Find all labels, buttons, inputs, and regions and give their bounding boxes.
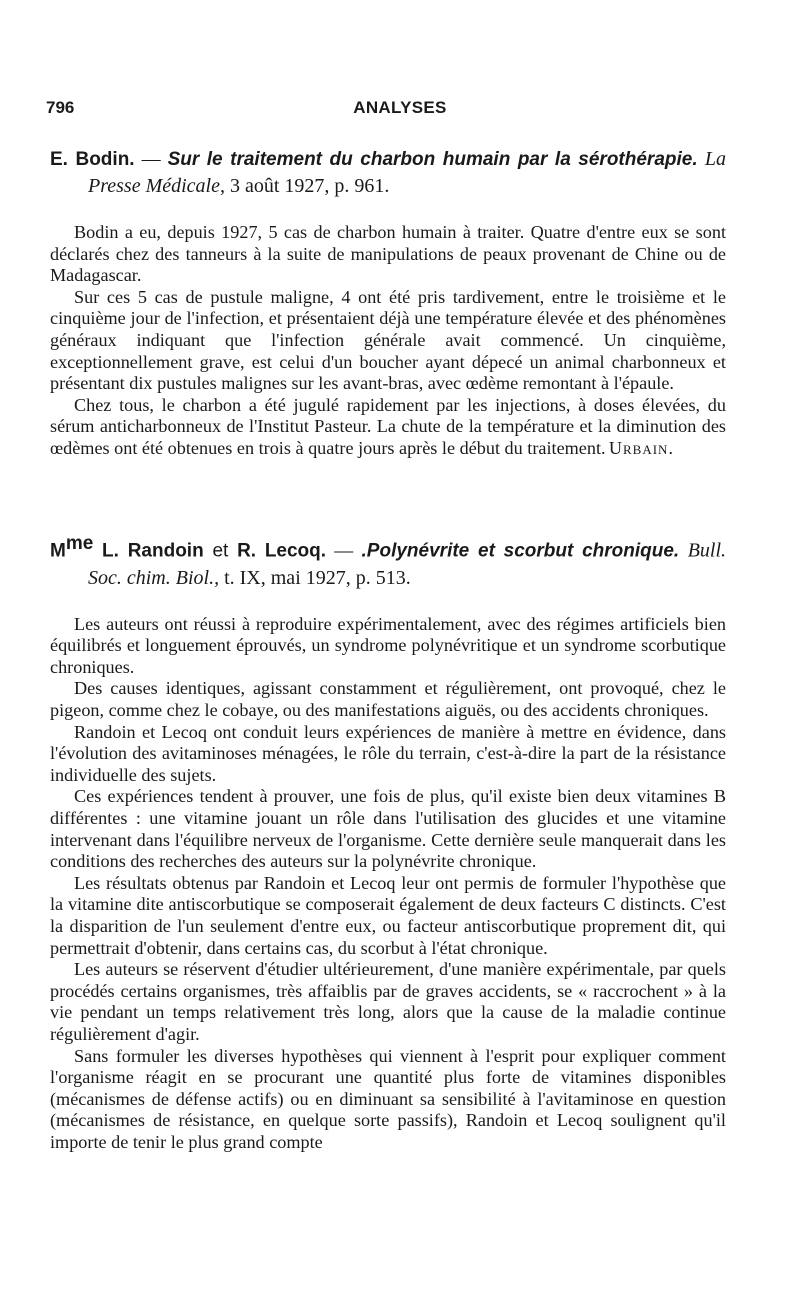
reviewer-signature: Urbain. xyxy=(608,437,674,458)
paragraph: Les auteurs ont réussi à reproduire expérimentalement, avec des régimes artificiels bien équilibrés et longuement éprouvés, un syndrome polynévritique et un syndrome scorbutique chroniques. xyxy=(50,613,726,677)
article-author: E. Bodin. xyxy=(50,149,135,170)
article-title: Sur le traitement du charbon humain par la sérothérapie. xyxy=(167,149,698,170)
article-heading xyxy=(50,146,726,200)
article-randoin-lecoq xyxy=(50,530,726,1154)
author-conjunction: et xyxy=(203,540,238,562)
paragraph: Bodin a eu, depuis 1927, 5 cas de charbon humain à traiter. Quatre d'entre eux se sont déclarés chez des tanneurs à la suite de manipulations de peaux provenant de Chine ou de Madagascar. xyxy=(50,222,726,286)
paragraph-text: Chez tous, le charbon a été jugulé rapidement par les injections, à doses élevées, du sérum anticharbonneux de l'Institut Pasteur. La chute de la température et la diminution des œdèmes ont été obtenues en trois à quatre jours après le début du traitement. xyxy=(50,394,726,458)
article-author-1: L. Randoin xyxy=(93,540,204,562)
paragraph: Les résultats obtenus par Randoin et Lecoq leur ont permis de formuler l'hypothèse que la vitamine dite antiscorbutique se composerait également de deux facteurs C distincts. C'est la disparition de l'un seulement d'entre eux, ou facteur antiscorbutique proprement dit, qui permettrait d'obtenir, dans certains cas, du scorbut à l'état chronique. xyxy=(50,872,726,958)
article-source: La Presse Médicale, xyxy=(88,148,726,197)
heading-dash: — xyxy=(326,540,362,562)
article-author-2: R. Lecoq. xyxy=(237,540,327,562)
paragraph: Sans formuler les diverses hypothèses qui viennent à l'esprit pour expliquer comment l'organisme réagit en se procurant une quantité plus forte de vitamines disponibles (mécanismes de défense actifs) ou en diminuant sa sensibilité à l'avitaminose en question (mécanismes de résistance, en quelque sorte passifs), Randoin et Lecoq soulignent qu'il importe de tenir le plus grand compte xyxy=(50,1045,726,1152)
running-title: ANALYSES xyxy=(353,98,447,117)
article-source: Bull. Soc. chim. Biol., xyxy=(88,539,727,589)
paragraph: Randoin et Lecoq ont conduit leurs expériences de manière à mettre en évidence, dans l'évolution des avitaminoses ménagées, le rôle du terrain, c'est-à-dire la part de la résistance individuelle des sujets. xyxy=(50,721,726,785)
paragraph: Ces expériences tendent à prouver, une fois de plus, qu'il existe bien deux vitamines B différentes : une vitamine jouant un rôle dans l'utilisation des glucides et une vitamine intervenant dans l'équilibre nerveux de l'organisme. Cette dernière seule manquerait dans les conditions des recherches des auteurs sur la polynévrite chronique. xyxy=(50,786,726,872)
article-author-title-sup: me xyxy=(65,533,94,554)
article-reference: t. IX, mai 1927, p. 513. xyxy=(219,566,411,589)
paragraph xyxy=(50,395,726,460)
article-author-prefix: M xyxy=(50,540,66,562)
paragraph: Des causes identiques, agissant constamment et régulièrement, ont provoqué, chez le pigeon, comme chez le cobaye, ou des manifestations aiguës, ou des accidents chroniques. xyxy=(50,678,726,721)
heading-dash: — xyxy=(134,149,168,170)
article-title: .Polynévrite et scorbut chronique. xyxy=(361,540,680,562)
article-bodin xyxy=(50,146,726,460)
paragraph: Les auteurs se réservent d'étudier ultérieurement, d'une manière expérimentale, par quels procédés certains organismes, très affaiblis par de graves accidents, se « raccrochent » à la vie pendant un temps relativement très long, alors que la cause de la maladie continue régulièrement d'agir. xyxy=(50,959,726,1044)
running-head xyxy=(46,98,754,128)
paragraph: Sur ces 5 cas de pustule maligne, 4 ont été pris tardivement, entre le troisième et le cinquième jour de l'infection, et présentaient déjà une température élevée et des phénomènes généraux indiquant que l'infection générale avait commencé. Un cinquième, exceptionnellement grave, est celui d'un boucher ayant dépecé un animal charbonneux et présentant dix pustules malignes sur les avant-bras, avec œdème remontant à l'épaule. xyxy=(50,286,726,394)
article-heading xyxy=(50,530,726,592)
page-number: 796 xyxy=(46,98,75,117)
article-reference: 3 août 1927, p. 961. xyxy=(224,175,390,197)
